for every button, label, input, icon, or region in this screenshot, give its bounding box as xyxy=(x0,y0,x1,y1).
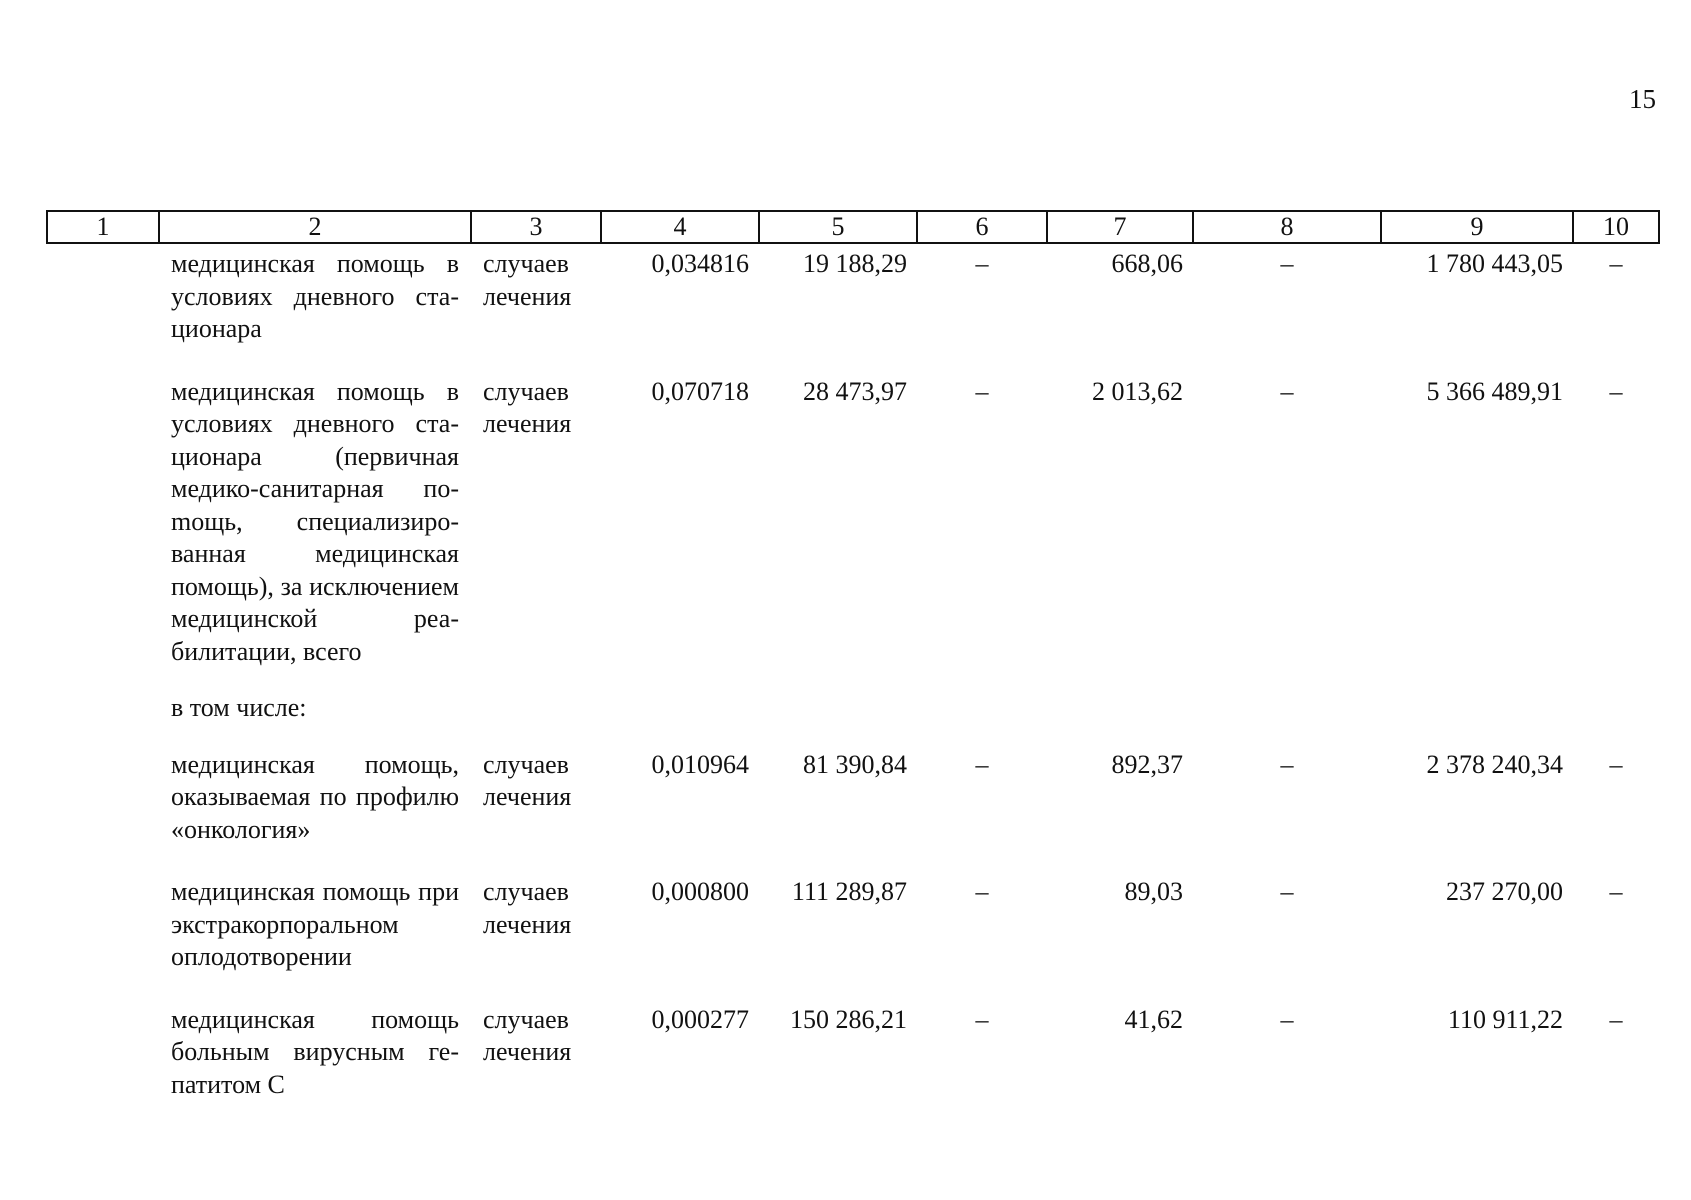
table-row xyxy=(47,1004,1659,1102)
row-col10: – xyxy=(1609,376,1623,406)
row-col9: 2 378 240,34 xyxy=(1426,749,1563,779)
row-rate: 0,000277 xyxy=(651,1004,749,1034)
row-col9: 5 366 489,91 xyxy=(1426,376,1563,406)
data-table-container xyxy=(46,210,1658,1101)
row-col10: – xyxy=(1609,877,1623,906)
row-col6: – xyxy=(975,877,989,906)
row-description: медицинская помощь при экстракорпоральном оплодотворении xyxy=(171,877,459,971)
row-col8: – xyxy=(1280,877,1294,906)
row-cell-empty xyxy=(47,692,159,749)
row-description: медицинская помощь в условиях дневного стационара (первичная медико-санитарная поmощь, специализированная медицинская помощь), за исключением медицинской реабилитации, всего xyxy=(171,376,459,666)
row-col7: 89,03 xyxy=(1124,877,1183,906)
row-unit: случаев лечения xyxy=(483,749,572,811)
row-col9: 1 780 443,05 xyxy=(1426,249,1563,278)
column-header-3: 3 xyxy=(471,211,601,243)
column-header-7: 7 xyxy=(1047,211,1193,243)
row-cost: 19 188,29 xyxy=(803,249,907,278)
row-col10: – xyxy=(1609,1004,1623,1034)
row-col8: – xyxy=(1280,376,1294,406)
row-col7: 668,06 xyxy=(1111,249,1183,278)
column-header-8: 8 xyxy=(1193,211,1381,243)
row-col6: – xyxy=(975,376,989,406)
row-cell-empty xyxy=(47,749,159,877)
row-col7: 41,62 xyxy=(1124,1004,1183,1034)
row-cell-empty xyxy=(601,692,1659,749)
row-rate: 0,000800 xyxy=(651,877,749,906)
row-col7: 892,37 xyxy=(1111,749,1183,779)
row-unit: случаев лечения xyxy=(483,376,572,438)
row-cell-empty xyxy=(47,243,159,376)
column-header-4: 4 xyxy=(601,211,759,243)
column-header-2: 2 xyxy=(159,211,471,243)
column-header-9: 9 xyxy=(1381,211,1573,243)
row-cost: 81 390,84 xyxy=(803,749,907,779)
row-col6: – xyxy=(975,249,989,278)
column-header-5: 5 xyxy=(759,211,917,243)
header-row xyxy=(47,211,1659,243)
row-col10: – xyxy=(1609,749,1623,779)
row-unit: случаев лечения xyxy=(483,1004,572,1066)
row-description: медицинская помощь, оказываемая по профилю «онкология» xyxy=(171,749,459,844)
row-cost: 28 473,97 xyxy=(803,376,907,406)
row-col8: – xyxy=(1280,1004,1294,1034)
row-cell-empty xyxy=(47,1004,159,1102)
row-cell-empty xyxy=(47,376,159,693)
row-col8: – xyxy=(1280,249,1294,278)
table-row xyxy=(47,876,1659,1004)
row-col7: 2 013,62 xyxy=(1092,376,1183,406)
row-description: медицинская помощь больным вирусным гепатитом С xyxy=(171,1004,459,1099)
table-row xyxy=(47,243,1659,376)
row-rate: 0,010964 xyxy=(651,749,749,779)
table-row xyxy=(47,749,1659,877)
row-col9: 110 911,22 xyxy=(1447,1004,1563,1034)
row-col6: – xyxy=(975,1004,989,1034)
row-col10: – xyxy=(1609,249,1623,278)
page-number: 15 xyxy=(1629,84,1656,114)
row-col6: – xyxy=(975,749,989,779)
column-header-1: 1 xyxy=(47,211,159,243)
row-cost: 150 286,21 xyxy=(790,1004,907,1034)
row-cell-empty xyxy=(47,876,159,1004)
column-header-6: 6 xyxy=(917,211,1047,243)
row-cost: 111 289,87 xyxy=(791,877,907,906)
row-col9: 237 270,00 xyxy=(1446,877,1563,906)
table-subheader-row xyxy=(47,692,1659,749)
table-row xyxy=(47,376,1659,693)
row-rate: 0,070718 xyxy=(651,376,749,406)
row-unit: случаев лечения xyxy=(483,877,572,939)
row-description: медицинская помощь в условиях дневного стационара xyxy=(171,249,459,343)
row-rate: 0,034816 xyxy=(651,249,749,278)
row-unit: случаев лечения xyxy=(483,249,572,311)
subheader-label: в том числе: xyxy=(171,693,307,722)
row-col8: – xyxy=(1280,749,1294,779)
data-table xyxy=(46,210,1660,1101)
column-header-10: 10 xyxy=(1573,211,1659,243)
